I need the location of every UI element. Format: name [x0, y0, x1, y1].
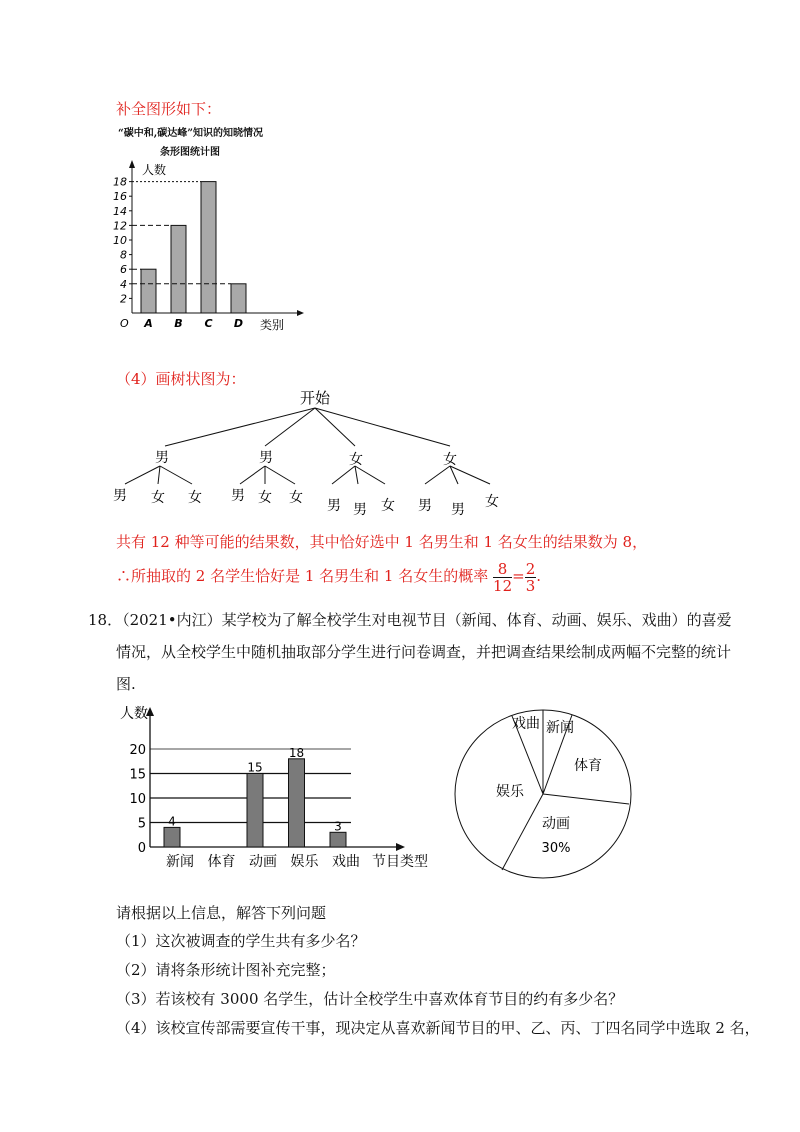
result-line2-text: ∴所抽取的 2 名学生恰好是 1 名男生和 1 名女生的概率 — [116, 567, 489, 585]
fraction-8-12 — [493, 561, 512, 594]
chart1-ytick-label: 6 — [120, 263, 127, 277]
chart1-ytick-label: 14 — [113, 204, 127, 218]
complete-graph-label: 补全图形如下： — [116, 100, 222, 118]
pie-label-entertainment: 娱乐 — [496, 784, 524, 800]
chart1-xtick-label: B — [174, 317, 183, 330]
chart1-xlabel: 类别 — [260, 318, 285, 332]
frac1-num: 8 — [493, 561, 512, 578]
frac1-den: 12 — [493, 576, 513, 595]
chart1-title-line1: “碳中和,碳达峰”知识的知晓情况 — [118, 128, 263, 139]
chart1-origin: O — [120, 317, 129, 330]
chart2-data-label: 3 — [334, 819, 342, 834]
chart1-ytick-label: 16 — [113, 190, 127, 204]
chart2-ytick-label: 5 — [137, 816, 146, 832]
tree-label: （4）画树状图为： — [116, 370, 246, 388]
chart2-bar-2 — [247, 774, 263, 848]
chart2-bar-3 — [289, 759, 305, 847]
tree-l2-2-1: 男 — [353, 502, 367, 518]
pie-percent-animation: 30% — [541, 841, 571, 856]
frac2-num: 2 — [525, 559, 536, 578]
chart2-xtick-label: 戏曲 — [332, 854, 360, 870]
chart2-data-label: 18 — [288, 745, 305, 760]
chart2-data-label: 4 — [168, 814, 176, 829]
tree-l2-1-1: 女 — [258, 490, 272, 506]
tree-diagram — [100, 386, 520, 522]
chart2-ylabel: 人数 — [120, 706, 148, 722]
equals-sign: = — [512, 567, 525, 585]
chart2-ytick-label: 20 — [129, 743, 146, 758]
chart2-bar-4 — [330, 832, 346, 847]
chart1-ytick-label: 10 — [113, 234, 127, 247]
sub-question-2: （2）请将条形统计图补充完整； — [116, 961, 336, 979]
frac2-den: 3 — [525, 576, 536, 595]
prompt-line: 请根据以上信息，解答下列问题 — [116, 904, 327, 922]
chart2-x-arrow — [396, 843, 405, 851]
chart1-ytick-label: 4 — [120, 277, 127, 291]
chart1-x-arrow — [297, 310, 304, 316]
chart1-xtick-label: A — [144, 317, 153, 330]
sub-question-1: （1）这次被调查的学生共有多少名？ — [116, 932, 366, 950]
pie-label-animation: 动画 — [542, 816, 570, 832]
tree-l1-3: 女 — [443, 452, 457, 468]
chart1-ytick-label: 8 — [120, 248, 127, 262]
sub-question-4: （4）该校宣传部需要宣传干事，现决定从喜欢新闻节目的甲、乙、丙、丁四名同学中选取 2 名， — [116, 1019, 760, 1037]
question-line1: 18．（2021•内江）某学校为了解全校学生对电视节目（新闻、体育、动画、娱乐、戏曲）的喜爱 — [88, 611, 732, 629]
sub-question-3: （3）若该校有 3000 名学生，估计全校学生中喜欢体育节目的约有多少名？ — [116, 990, 624, 1008]
chart2-xtick-label: 体育 — [207, 854, 236, 870]
fraction-2-3 — [525, 561, 537, 594]
chart2-ytick-label: 10 — [129, 792, 146, 807]
tree-l1-1: 男 — [259, 450, 273, 466]
tree-l2-0-1: 女 — [151, 490, 165, 506]
tree-lines — [125, 408, 490, 484]
tree-root: 开始 — [299, 389, 331, 407]
bar-chart-knowledge — [112, 158, 312, 338]
chart1-title-line2: 条形图统计图 — [160, 147, 220, 158]
chart2-bar-0 — [164, 827, 180, 847]
question-line3: 图. — [116, 675, 136, 693]
tree-l2-1-2: 女 — [289, 490, 303, 506]
chart2-xtick-label: 新闻 — [166, 854, 194, 870]
pie-label-sports: 体育 — [574, 758, 602, 774]
tree-l1-2: 女 — [349, 452, 363, 468]
bar-chart-tv — [110, 700, 450, 880]
chart1-y-arrow — [129, 160, 135, 168]
question-line2: 情况，从全校学生中随机抽取部分学生进行问卷调查，并把调查结果绘制成两幅不完整的统计 — [116, 643, 732, 661]
pie-chart-tv — [450, 700, 640, 880]
chart1-xtick-label: D — [233, 317, 244, 330]
chart1-bar-B — [171, 225, 186, 313]
chart1-bar-D — [231, 284, 246, 313]
chart1-bar-A — [141, 269, 156, 313]
tree-l1-0: 男 — [155, 450, 169, 466]
chart1-ytick-label: 18 — [113, 175, 127, 189]
chart1-xtick-label: C — [204, 317, 213, 330]
result-line2 — [116, 558, 541, 594]
chart2-ytick-label: 0 — [137, 841, 146, 856]
tree-l2-3-2: 女 — [485, 494, 499, 510]
tree-l2-1-0: 男 — [231, 488, 245, 504]
chart1-ytick-label: 2 — [120, 292, 127, 306]
pie-label-opera: 戏曲 — [512, 716, 540, 732]
tree-l2-0-2: 女 — [188, 490, 202, 506]
chart2-xtick-label: 动画 — [249, 854, 277, 870]
chart1-ytick-label: 12 — [113, 219, 127, 233]
chart2-ytick-label: 15 — [129, 767, 146, 783]
pie-label-news: 新闻 — [546, 720, 574, 736]
tree-l2-3-0: 男 — [418, 498, 432, 514]
chart1-ylabel: 人数 — [142, 163, 167, 177]
chart1-bar-C — [201, 182, 216, 313]
tree-l2-2-2: 女 — [381, 498, 395, 514]
chart2-data-label: 15 — [247, 760, 263, 775]
chart2-xlabel: 节目类型 — [372, 854, 428, 870]
chart2-xtick-label: 娱乐 — [290, 854, 319, 870]
tree-l2-2-0: 男 — [327, 498, 341, 514]
tree-l2-3-1: 男 — [451, 502, 465, 518]
result-line1: 共有 12 种等可能的结果数，其中恰好选中 1 名男生和 1 名女生的结果数为 8， — [116, 533, 648, 551]
period: . — [536, 567, 542, 585]
tree-l2-0-0: 男 — [113, 488, 127, 504]
